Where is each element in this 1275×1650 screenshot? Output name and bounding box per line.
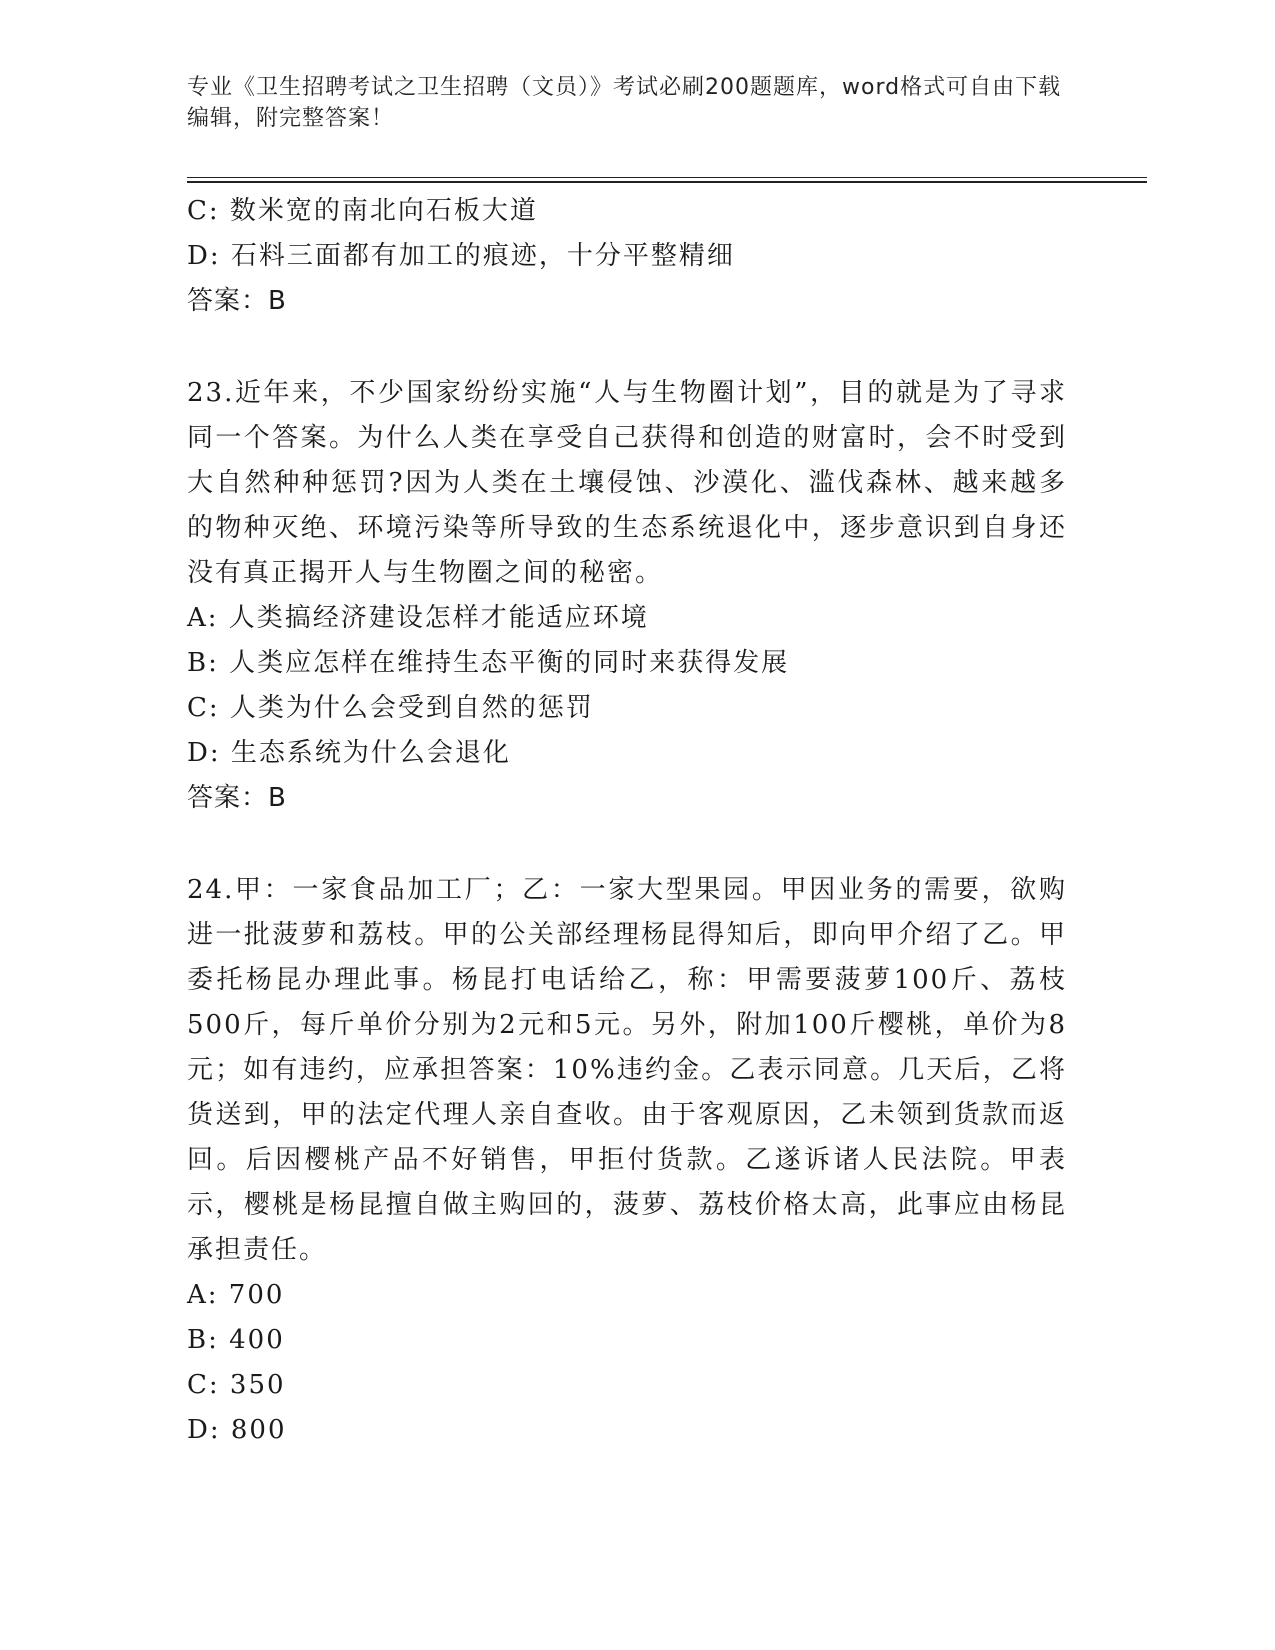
question-text: 24.甲：一家食品加工厂；乙：一家大型果园。甲因业务的需要，欲购进一批菠萝和荔枝。甲的公关部经理杨昆得知后，即向甲介绍了乙。甲委托杨昆办理此事。杨昆打电话给乙，称：甲需要菠萝100斤、荔枝500斤，每斤单价分别为2元和5元。另外，附加100斤樱桃，单价为8元；如有违约，应承担答案：10%违约金。乙表示同意。几天后，乙将货送到，甲的法定代理人亲自查收。由于客观原因，乙未领到货款而返回。后因樱桃产品不好销售，甲拒付货款。乙遂诉诸人民法院。甲表示，樱桃是杨昆擅自做主购回的，菠萝、荔枝价格太高，此事应由杨昆承担责任。 — [187, 875, 1067, 1265]
header-divider-thick — [187, 181, 1147, 183]
option-d: D: 石料三面都有加工的痕迹，十分平整精细 — [187, 241, 735, 271]
option-a: A: 700 — [187, 1280, 285, 1310]
option-d: D: 800 — [187, 1415, 287, 1445]
question-text: 23.近年来，不少国家纷纷实施“人与生物圈计划”，目的就是为了寻求同一个答案。为什么人类在享受自己获得和创造的财富时，会不时受到大自然种种惩罚?因为人类在土壤侵蚀、沙漠化、滥伐森林、越来越多的物种灭绝、环境污染等所导致的生态系统退化中，逐步意识到自身还没有真正揭开人与生物圈之间的秘密。 — [187, 378, 1067, 588]
answer-line: 答案：B — [187, 286, 287, 316]
option-b: B: 人类应怎样在维持生态平衡的同时来获得发展 — [187, 648, 790, 678]
spacer — [187, 324, 1067, 371]
document-header: 专业《卫生招聘考试之卫生招聘（文员）》考试必刷200题题库，word格式可自由下载编辑，附完整答案！ — [187, 75, 1062, 131]
option-d: D: 生态系统为什么会退化 — [187, 738, 511, 768]
document-body — [187, 189, 1067, 1453]
question-23 — [187, 371, 1067, 821]
spacer — [187, 821, 1067, 868]
option-c: C: 数米宽的南北向石板大道 — [187, 196, 538, 226]
option-c: C: 人类为什么会受到自然的惩罚 — [187, 693, 594, 723]
header-divider-thin — [187, 177, 1147, 178]
previous-question-block — [187, 189, 1067, 324]
question-24 — [187, 868, 1067, 1453]
option-a: A: 人类搞经济建设怎样才能适应环境 — [187, 603, 649, 633]
option-c: C: 350 — [187, 1370, 286, 1400]
option-b: B: 400 — [187, 1325, 285, 1355]
answer-line: 答案：B — [187, 783, 287, 813]
